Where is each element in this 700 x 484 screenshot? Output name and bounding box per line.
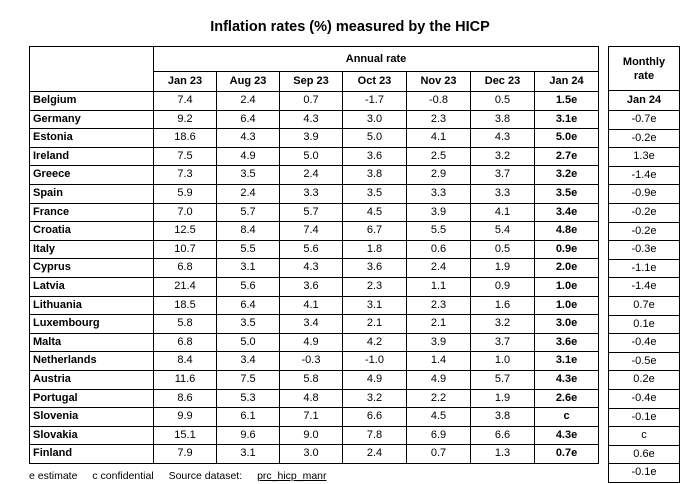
monthly-rate-body — [609, 111, 680, 483]
value-cell: 6.9 — [407, 426, 471, 445]
monthly-rate-header — [609, 47, 680, 91]
monthly-row — [609, 464, 680, 483]
value-cell: 7.5 — [154, 147, 217, 166]
value-cell: 1.0e — [535, 296, 599, 315]
value-cell: 8.4 — [217, 222, 280, 241]
value-cell: 2.1 — [407, 315, 471, 334]
value-cell: 6.6 — [471, 426, 535, 445]
monthly-row — [609, 278, 680, 297]
monthly-value-cell: -0.4e — [609, 389, 680, 408]
value-cell: 4.3e — [535, 426, 599, 445]
country-cell: Germany — [30, 110, 154, 129]
value-cell: 9.0 — [280, 426, 343, 445]
value-cell: 3.0 — [280, 445, 343, 464]
table-row — [30, 92, 599, 111]
value-cell: 3.5 — [343, 184, 407, 203]
value-cell: 11.6 — [154, 370, 217, 389]
monthly-row — [609, 185, 680, 204]
value-cell: 3.8 — [471, 408, 535, 427]
footnote-estimate: e estimate — [29, 470, 78, 482]
value-cell: 3.2e — [535, 166, 599, 185]
value-cell: 7.4 — [154, 92, 217, 111]
monthly-header-line-2: rate — [633, 70, 655, 82]
value-cell: 12.5 — [154, 222, 217, 241]
value-cell: 4.1 — [471, 203, 535, 222]
value-cell: 1.9 — [471, 259, 535, 278]
value-cell: 5.8 — [154, 315, 217, 334]
value-cell: 18.5 — [154, 296, 217, 315]
monthly-value-cell: 1.3e — [609, 148, 680, 167]
value-cell: 2.4 — [280, 166, 343, 185]
monthly-row — [609, 241, 680, 260]
monthly-value-cell: c — [609, 427, 680, 446]
value-cell: 3.6 — [343, 147, 407, 166]
value-cell: 3.6 — [343, 259, 407, 278]
value-cell: 0.7e — [535, 445, 599, 464]
value-cell: 4.1 — [407, 129, 471, 148]
value-cell: 4.3 — [471, 129, 535, 148]
value-cell: 7.3 — [154, 166, 217, 185]
value-cell: 3.4e — [535, 203, 599, 222]
value-cell: 3.1 — [217, 259, 280, 278]
monthly-value-cell: -0.5e — [609, 352, 680, 371]
value-cell: 1.3 — [471, 445, 535, 464]
value-cell: 3.4 — [280, 315, 343, 334]
country-header-cell — [30, 47, 154, 92]
value-cell: 4.8 — [280, 389, 343, 408]
monthly-row — [609, 315, 680, 334]
table-row — [30, 240, 599, 259]
country-cell: Finland — [30, 445, 154, 464]
value-cell: 5.3 — [217, 389, 280, 408]
value-cell: 7.9 — [154, 445, 217, 464]
country-cell: Slovenia — [30, 408, 154, 427]
month-header-cell: Oct 23 — [343, 72, 407, 92]
monthly-value-cell: 0.1e — [609, 315, 680, 334]
monthly-row — [609, 352, 680, 371]
value-cell: 3.9 — [280, 129, 343, 148]
country-cell: Latvia — [30, 277, 154, 296]
monthly-row — [609, 371, 680, 390]
monthly-value-cell: -0.2e — [609, 222, 680, 241]
value-cell: 3.5 — [217, 315, 280, 334]
country-cell: Estonia — [30, 129, 154, 148]
annual-rate-body — [30, 92, 599, 464]
value-cell: 3.3 — [280, 184, 343, 203]
value-cell: 10.7 — [154, 240, 217, 259]
monthly-value-cell: -0.9e — [609, 185, 680, 204]
monthly-value-cell: -0.2e — [609, 129, 680, 148]
value-cell: -0.3 — [280, 352, 343, 371]
value-cell: 4.5 — [407, 408, 471, 427]
value-cell: 5.4 — [471, 222, 535, 241]
month-header-cell: Dec 23 — [471, 72, 535, 92]
value-cell: 4.3 — [280, 110, 343, 129]
value-cell: 3.3 — [471, 184, 535, 203]
footnote — [29, 470, 327, 482]
monthly-rate-table — [608, 46, 680, 483]
value-cell: 1.5e — [535, 92, 599, 111]
country-cell: Greece — [30, 166, 154, 185]
value-cell: 3.6e — [535, 333, 599, 352]
value-cell: 0.9e — [535, 240, 599, 259]
table-row — [30, 110, 599, 129]
monthly-row — [609, 427, 680, 446]
value-cell: 6.1 — [217, 408, 280, 427]
value-cell: 4.9 — [217, 147, 280, 166]
value-cell: 5.0e — [535, 129, 599, 148]
value-cell: 3.3 — [407, 184, 471, 203]
value-cell: 3.9 — [407, 203, 471, 222]
value-cell: 4.9 — [280, 333, 343, 352]
country-cell: Slovakia — [30, 426, 154, 445]
monthly-row — [609, 222, 680, 241]
monthly-value-cell: -0.3e — [609, 241, 680, 260]
value-cell: c — [535, 408, 599, 427]
value-cell: 3.9 — [407, 333, 471, 352]
monthly-row — [609, 111, 680, 130]
monthly-value-cell: -0.7e — [609, 111, 680, 130]
country-cell: Malta — [30, 333, 154, 352]
table-row — [30, 277, 599, 296]
table-row — [30, 445, 599, 464]
value-cell: 3.6 — [280, 277, 343, 296]
value-cell: 0.7 — [407, 445, 471, 464]
monthly-value-cell: -0.1e — [609, 408, 680, 427]
value-cell: 7.8 — [343, 426, 407, 445]
value-cell: 2.2 — [407, 389, 471, 408]
table-row — [30, 203, 599, 222]
footnote-confidential: c confidential — [92, 470, 154, 482]
monthly-row — [609, 408, 680, 427]
monthly-row — [609, 445, 680, 464]
value-cell: 1.6 — [471, 296, 535, 315]
value-cell: 2.4 — [217, 92, 280, 111]
value-cell: 7.4 — [280, 222, 343, 241]
value-cell: 4.3 — [217, 129, 280, 148]
value-cell: 7.5 — [217, 370, 280, 389]
value-cell: 1.0 — [471, 352, 535, 371]
value-cell: -1.0 — [343, 352, 407, 371]
month-header-cell: Sep 23 — [280, 72, 343, 92]
value-cell: 5.7 — [280, 203, 343, 222]
monthly-value-cell: -0.2e — [609, 203, 680, 222]
source-dataset-link[interactable]: prc_hicp_manr — [257, 470, 327, 482]
value-cell: 5.6 — [217, 277, 280, 296]
value-cell: 3.7 — [471, 166, 535, 185]
month-header-cell: Jan 24 — [535, 72, 599, 92]
value-cell: 2.5 — [407, 147, 471, 166]
value-cell: 6.8 — [154, 259, 217, 278]
value-cell: 2.4 — [407, 259, 471, 278]
monthly-value-cell: 0.2e — [609, 371, 680, 390]
value-cell: -1.7 — [343, 92, 407, 111]
monthly-row — [609, 129, 680, 148]
value-cell: 7.0 — [154, 203, 217, 222]
month-header-cell: Jan 23 — [154, 72, 217, 92]
table-row — [30, 147, 599, 166]
month-header-cell: Nov 23 — [407, 72, 471, 92]
monthly-month-header: Jan 24 — [609, 91, 680, 111]
value-cell: 1.8 — [343, 240, 407, 259]
value-cell: 3.0e — [535, 315, 599, 334]
monthly-value-cell: -1.4e — [609, 166, 680, 185]
monthly-row — [609, 166, 680, 185]
country-cell: Netherlands — [30, 352, 154, 371]
table-row — [30, 315, 599, 334]
month-header-cell: Aug 23 — [217, 72, 280, 92]
value-cell: 5.5 — [217, 240, 280, 259]
monthly-value-cell: -1.1e — [609, 259, 680, 278]
value-cell: 6.6 — [343, 408, 407, 427]
value-cell: 0.5 — [471, 240, 535, 259]
country-cell: Lithuania — [30, 296, 154, 315]
value-cell: 7.1 — [280, 408, 343, 427]
value-cell: 5.8 — [280, 370, 343, 389]
value-cell: 3.5 — [217, 166, 280, 185]
value-cell: 2.9 — [407, 166, 471, 185]
value-cell: 4.8e — [535, 222, 599, 241]
value-cell: 1.0e — [535, 277, 599, 296]
value-cell: 3.0 — [343, 110, 407, 129]
value-cell: 0.6 — [407, 240, 471, 259]
value-cell: 0.5 — [471, 92, 535, 111]
monthly-row — [609, 203, 680, 222]
monthly-value-cell: 0.7e — [609, 296, 680, 315]
footnote-source-label: Source dataset: — [168, 470, 243, 482]
monthly-row — [609, 389, 680, 408]
country-cell: Austria — [30, 370, 154, 389]
value-cell: 3.8 — [471, 110, 535, 129]
monthly-value-cell: -1.4e — [609, 278, 680, 297]
value-cell: 1.1 — [407, 277, 471, 296]
value-cell: 2.0e — [535, 259, 599, 278]
value-cell: 21.4 — [154, 277, 217, 296]
monthly-value-cell: 0.6e — [609, 445, 680, 464]
table-row — [30, 259, 599, 278]
monthly-row — [609, 334, 680, 353]
table-row — [30, 370, 599, 389]
value-cell: 9.2 — [154, 110, 217, 129]
value-cell: 2.3 — [407, 110, 471, 129]
value-cell: 2.7e — [535, 147, 599, 166]
value-cell: 4.3 — [280, 259, 343, 278]
table-row — [30, 296, 599, 315]
country-cell: Spain — [30, 184, 154, 203]
table-row — [30, 184, 599, 203]
value-cell: 5.0 — [280, 147, 343, 166]
value-cell: 4.5 — [343, 203, 407, 222]
value-cell: 5.6 — [280, 240, 343, 259]
value-cell: 5.5 — [407, 222, 471, 241]
value-cell: 3.1e — [535, 110, 599, 129]
value-cell: 4.1 — [280, 296, 343, 315]
monthly-row — [609, 148, 680, 167]
value-cell: 3.7 — [471, 333, 535, 352]
page-title: Inflation rates (%) measured by the HICP — [210, 19, 490, 35]
country-cell: Italy — [30, 240, 154, 259]
table-row — [30, 166, 599, 185]
table-row — [30, 129, 599, 148]
table-row — [30, 389, 599, 408]
table-row — [30, 352, 599, 371]
monthly-row — [609, 296, 680, 315]
value-cell: 6.4 — [217, 110, 280, 129]
value-cell: 9.9 — [154, 408, 217, 427]
value-cell: 2.6e — [535, 389, 599, 408]
country-cell: Belgium — [30, 92, 154, 111]
value-cell: 2.4 — [343, 445, 407, 464]
value-cell: 4.2 — [343, 333, 407, 352]
value-cell: 1.9 — [471, 389, 535, 408]
value-cell: 5.9 — [154, 184, 217, 203]
value-cell: 3.2 — [471, 315, 535, 334]
value-cell: 2.3 — [407, 296, 471, 315]
country-cell: Portugal — [30, 389, 154, 408]
annual-rate-table — [29, 46, 599, 464]
value-cell: 3.8 — [343, 166, 407, 185]
value-cell: 15.1 — [154, 426, 217, 445]
value-cell: 4.3e — [535, 370, 599, 389]
value-cell: 18.6 — [154, 129, 217, 148]
value-cell: 2.4 — [217, 184, 280, 203]
value-cell: 3.5e — [535, 184, 599, 203]
value-cell: 2.3 — [343, 277, 407, 296]
value-cell: 8.4 — [154, 352, 217, 371]
value-cell: 6.7 — [343, 222, 407, 241]
table-row — [30, 408, 599, 427]
country-cell: Cyprus — [30, 259, 154, 278]
country-cell: Croatia — [30, 222, 154, 241]
value-cell: 4.9 — [343, 370, 407, 389]
value-cell: 5.7 — [217, 203, 280, 222]
value-cell: 6.8 — [154, 333, 217, 352]
value-cell: 0.9 — [471, 277, 535, 296]
value-cell: 3.1 — [343, 296, 407, 315]
table-row — [30, 426, 599, 445]
country-cell: Luxembourg — [30, 315, 154, 334]
value-cell: 3.4 — [217, 352, 280, 371]
value-cell: 6.4 — [217, 296, 280, 315]
value-cell: 3.1e — [535, 352, 599, 371]
annual-rate-header: Annual rate — [154, 47, 599, 72]
value-cell: -0.8 — [407, 92, 471, 111]
value-cell: 3.1 — [217, 445, 280, 464]
monthly-row — [609, 259, 680, 278]
value-cell: 9.6 — [217, 426, 280, 445]
monthly-value-cell: -0.4e — [609, 334, 680, 353]
value-cell: 8.6 — [154, 389, 217, 408]
monthly-header-line-1: Monthly — [622, 56, 666, 68]
value-cell: 2.1 — [343, 315, 407, 334]
value-cell: 5.7 — [471, 370, 535, 389]
value-cell: 3.2 — [343, 389, 407, 408]
value-cell: 5.0 — [343, 129, 407, 148]
country-cell: Ireland — [30, 147, 154, 166]
table-row — [30, 222, 599, 241]
monthly-value-cell: -0.1e — [609, 464, 680, 483]
value-cell: 3.2 — [471, 147, 535, 166]
country-cell: France — [30, 203, 154, 222]
value-cell: 4.9 — [407, 370, 471, 389]
value-cell: 0.7 — [280, 92, 343, 111]
value-cell: 5.0 — [217, 333, 280, 352]
table-row — [30, 333, 599, 352]
value-cell: 1.4 — [407, 352, 471, 371]
